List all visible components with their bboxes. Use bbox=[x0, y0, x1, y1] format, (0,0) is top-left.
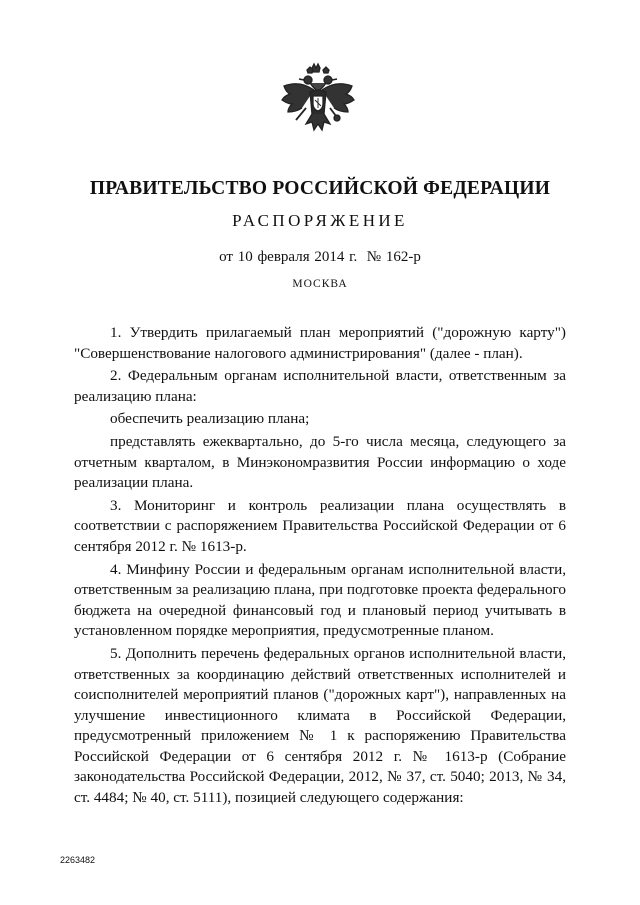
paragraph-4: 4. Минфину России и федеральным органам исполнительной власти, ответственным за реализацию плана, при подготовке проекта федерального бюджета на очередной финансовый год и плановый период учитывать в установленном порядке мероприятия, предусмотренные планом. bbox=[74, 560, 566, 640]
document-footer-code: 2263482 bbox=[60, 855, 96, 865]
document-city: МОСКВА bbox=[292, 278, 348, 290]
paragraph-2-item-a: обеспечить реализацию плана; bbox=[110, 410, 310, 428]
document-type: РАСПОРЯЖЕНИЕ bbox=[232, 211, 408, 230]
paragraph-2: 2. Федеральным органам исполнительной власти, ответственным за реализацию плана: bbox=[74, 367, 566, 405]
paragraph-1: 1. Утвердить прилагаемый план мероприятий ("дорожную карту") "Совершенствование налогового администрирования" (далее - план). bbox=[74, 324, 566, 362]
document-body bbox=[74, 323, 566, 811]
document-date-number: от 10 февраля 2014 г. № 162-р bbox=[219, 249, 421, 265]
government-title: ПРАВИТЕЛЬСТВО РОССИЙСКОЙ ФЕДЕРАЦИИ bbox=[89, 178, 551, 199]
paragraph-2-item-b: представлять ежеквартально, до 5-го числа месяца, следующего за отчетным кварталом, в Минэкономразвития России информацию о ходе реализации плана. bbox=[74, 432, 566, 492]
paragraph-5: 5. Дополнить перечень федеральных органов исполнительной власти, ответственных за координацию действий ответственных исполнителей и соисполнителей мероприятий планов ("дорожных карт"), направленных на улучшение инвестиционного климата в Российской Федерации, предусмотренный приложением № 1 к распоряжению Правительства Российской Федерации от 6 сентября 2012 г. № 1613-р (Собрание законодательства Российской Федерации, 2012, № 37, ст. 5040; 2013, № 34, ст. 4484; № 40, ст. 5111), позицией следующего содержания: bbox=[74, 644, 566, 807]
paragraph-3: 3. Мониторинг и контроль реализации плана осуществлять в соответствии с распоряжением Правительства Российской Федерации от 6 сентября 2012 г. № 1613-р. bbox=[74, 496, 566, 555]
coat-of-arms-icon bbox=[274, 62, 362, 148]
